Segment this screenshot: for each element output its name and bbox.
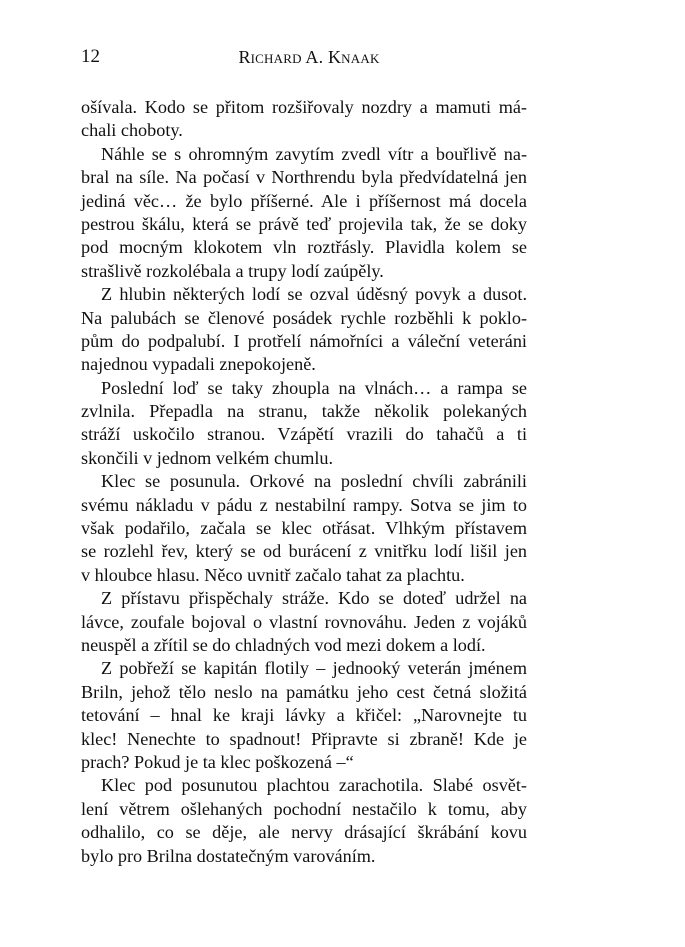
text-line: Z hlubin některých lodí se ozval úděsný povyk a dusot. — [101, 284, 527, 305]
text-line: najednou vypadali znepokojeně. — [81, 354, 316, 375]
text-line: však podařilo, začala se klec otřásat. Vlhkým přístavem — [81, 518, 527, 539]
text-line: se rozlehl řev, který se od burácení z vnitřku lodí lišil jen — [81, 541, 527, 562]
text-line: klec! Nenechte to spadnout! Připravte si zbraně! Kde je — [81, 728, 527, 749]
paragraph — [81, 774, 527, 868]
body-text — [81, 96, 527, 868]
text-line: strašlivě rozkolébala a trupy lodí zaúpěly. — [81, 260, 384, 281]
paragraph — [81, 283, 527, 377]
text-line: neuspěl a zřítil se do chladných vod mezi dokem a lodí. — [81, 634, 486, 655]
text-line: pod mocným klokotem vln roztřásly. Plavidla kolem se — [81, 237, 527, 258]
text-line: jediná věc… že bylo příšerné. Ale i příšernost má docela — [81, 190, 527, 211]
paragraph — [81, 470, 527, 587]
paragraph — [81, 96, 527, 143]
text-line: tetování – hnal ke kraji lávky a křičel: „Narovnejte tu — [81, 705, 527, 726]
paragraph — [81, 143, 527, 283]
text-line: Klec se posunula. Orkové na poslední chvíli zabránili — [101, 471, 527, 492]
text-line: v hloubce hlasu. Něco uvnitř začalo tahat za plachtu. — [81, 564, 465, 585]
page-number: 12 — [81, 46, 100, 67]
text-line: odhalilo, co se děje, ale nervy drásající škrábání kovu — [81, 822, 527, 843]
text-line: Briln, jehož tělo neslo na památku jeho cest četná složitá — [81, 681, 527, 702]
text-line: pům do podpalubí. I protřelí námořníci a váleční veteráni — [81, 330, 527, 351]
text-line: svému nákladu v pádu z nestabilní rampy. Sotva se jim to — [81, 494, 527, 515]
text-line: Z pobřeží se kapitán flotily – jednooký veterán jménem — [101, 658, 527, 679]
text-line: lení větrem ošlehaných pochodní nestačilo k tomu, aby — [81, 798, 527, 819]
running-head-author: Richard A. Knaak — [238, 47, 380, 67]
page-header — [81, 46, 527, 72]
text-line: Klec pod posunutou plachtou zarachotila. Slabé osvět- — [101, 775, 527, 796]
text-line: lávce, zoufale bojoval o vlastní rovnováhu. Jeden z vojáků — [81, 611, 527, 632]
text-line: bylo pro Brilna dostatečným varováním. — [81, 845, 376, 866]
text-line: Náhle se s ohromným zavytím zvedl vítr a bouřlivě na- — [101, 143, 527, 164]
text-line: ošívala. Kodo se přitom rozšiřovaly nozdry a mamuti má- — [81, 97, 527, 117]
text-line: Na palubách se členové posádek rychle rozběhli k poklo- — [81, 307, 527, 328]
paragraph — [81, 657, 527, 774]
text-line: Poslední loď se taky zhoupla na vlnách… a rampa se — [101, 377, 527, 398]
text-line: chali choboty. — [81, 120, 183, 141]
text-line: zvlnila. Přepadla na stranu, takže několik polekaných — [81, 401, 527, 422]
text-line: stráží uskočilo stranou. Vzápětí vrazili do tahačů a ti — [81, 424, 527, 445]
text-line: Z přístavu přispěchaly stráže. Kdo se doteď udržel na — [101, 588, 527, 609]
text-line: bral na síle. Na počasí v Northrendu byla předvídatelná jen — [81, 167, 527, 188]
text-line: pestrou škálu, která se právě teď projevila tak, že se doky — [81, 213, 527, 234]
paragraph — [81, 587, 527, 657]
paragraph — [81, 377, 527, 471]
text-line: skončili v jednom velkém chumlu. — [81, 447, 334, 468]
text-line: prach? Pokud je ta klec poškozená –“ — [81, 751, 354, 772]
